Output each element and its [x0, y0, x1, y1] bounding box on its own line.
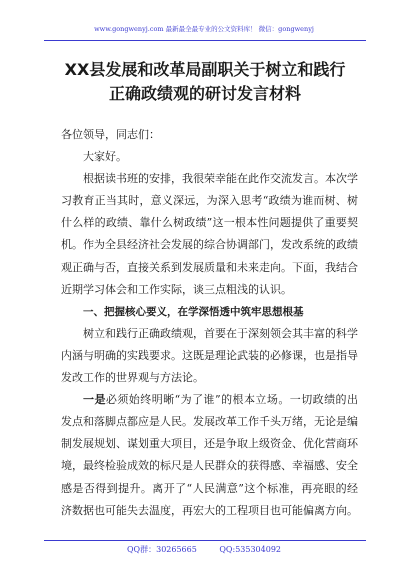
greeting: 大家好。	[83, 150, 127, 164]
title-line-2: 正确政绩观的研讨发言材料	[108, 84, 301, 103]
footer-qq-group: QQ群：30265665	[126, 545, 197, 554]
header-divider	[44, 40, 366, 41]
document-body	[61, 124, 358, 522]
page-header: www.gongwenyj.com 最新最全最专业的公文资料库！ 微信：gongwenyj	[94, 25, 314, 33]
section-heading-1: 一、把握核心要义，在学深悟透中筑牢思想根基	[83, 305, 304, 318]
footer-qq: QQ:535304092	[219, 545, 281, 554]
paragraph-intro: 根据读书班的安排，我很荣幸能在此作交流发言。本次学习教育正当其时，意义深远，为深入思考“政绩为谁而树、树什么样的政绩、靠什么树政绩”这一根本性问题提供了重要契机。作为全县经济社会发展的综合协调部门，发改系统的政绩观正确与否，直接关系到发展质量和未来走向。下面，我结合近期学习体会和工作实际，谈三点粗浅的认识。	[61, 172, 358, 296]
paragraph-3-text: 必须始终明晰“为了谁”的根本立场。一切政绩的出发点和落脚点都应是人民。发展改革工作千头万绪，无论是编制发展规划、谋划重大项目，还是争取上级资金、优化营商环境，最终检验成效的标尺是人民群众的获得感、幸福感、安全感是否得到提升。离开了“人民满意”这个标准，再亮眼的经济数据也可能失去温度，再宏大的工程项目也可能偏离方向。	[61, 393, 359, 517]
footer-divider	[44, 540, 366, 541]
title-line-1: XX县发展和改革局副职关于树立和践行	[64, 60, 346, 79]
paragraph-3-lead: 一是	[83, 393, 106, 407]
salutation: 各位领导，同志们：	[61, 128, 160, 141]
page-footer	[0, 544, 408, 555]
document-title	[40, 58, 370, 106]
paragraph-2: 树立和践行正确政绩观，首要在于深刻领会其丰富的科学内涵与明确的实践要求。这既是理论武装的必修课，也是指导发改工作的世界观与方法论。	[61, 326, 358, 385]
paragraph-3	[61, 389, 358, 522]
